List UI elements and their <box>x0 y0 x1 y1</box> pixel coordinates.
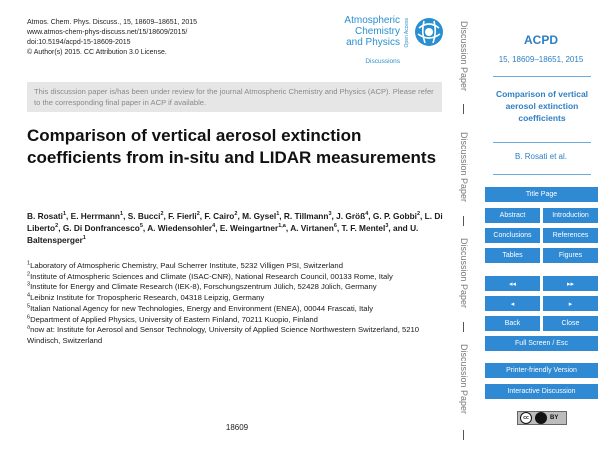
author-affiliation-mark: 6 <box>333 223 337 230</box>
sidebar-divider <box>493 142 591 143</box>
affiliation-list <box>27 261 445 347</box>
next-page-button[interactable]: ▸ <box>543 296 598 311</box>
author <box>204 211 237 221</box>
strip-label: Discussion Paper <box>459 343 469 415</box>
affiliation <box>27 272 445 283</box>
first-page-button[interactable]: ◂◂ <box>485 276 540 291</box>
tables-button[interactable]: Tables <box>485 248 540 263</box>
affiliation-text: Department of Applied Physics, University of Eastern Finland, 70211 Kuopio, Finland <box>30 314 318 324</box>
strip-label: Discussion Paper <box>459 21 469 92</box>
affiliation-mark: 3 <box>27 281 31 288</box>
sidebar-title: Comparison of vertical aerosol extinction coefficients <box>495 89 589 123</box>
strip-separator <box>463 430 464 440</box>
affiliation-mark: a <box>27 324 31 331</box>
references-button[interactable]: References <box>543 228 598 243</box>
affiliation <box>27 304 445 315</box>
logo-sub: Discussions <box>365 58 400 65</box>
author-name: R. Tillmann <box>283 211 329 221</box>
author-name: F. Cairo <box>204 211 235 221</box>
last-page-button[interactable]: ▸▸ <box>543 276 598 291</box>
fullscreen-button[interactable]: Full Screen / Esc <box>485 336 598 351</box>
cc-by-text: BY <box>550 415 559 421</box>
strip-separator <box>463 322 464 332</box>
title-page-button[interactable]: Title Page <box>485 187 598 202</box>
discussion-paper-strip <box>451 0 477 451</box>
affiliation-text: Leibniz Institute for Tropospheric Research, 04318 Leipzig, Germany <box>30 293 265 303</box>
prev-page-button[interactable]: ◂ <box>485 296 540 311</box>
journal-logo <box>318 12 446 68</box>
author-name: S. Bucci <box>127 211 161 221</box>
author-affiliation-mark: 4 <box>212 223 216 230</box>
cc-license-badge[interactable] <box>517 411 567 425</box>
author-name: F. Fierli <box>168 211 197 221</box>
author <box>290 223 337 233</box>
figures-button[interactable]: Figures <box>543 248 598 263</box>
author-name: U. Baltensperger <box>27 223 419 245</box>
introduction-button[interactable]: Introduction <box>543 208 598 223</box>
author-affiliation-mark: 1 <box>82 235 86 242</box>
author <box>168 211 200 221</box>
author <box>284 211 332 221</box>
author-affiliation-mark: 2 <box>416 211 421 218</box>
logo-line-1: Atmospheric <box>344 15 400 26</box>
author-list: B. Rosati$^1$, E. Herrmann$^1$, S. Bucci$^2$, F. Fierli$^2$, F. Cairo$^2$, M. Gysel$^1$, R. Tillmann$^3$, J. Größ$^4$, G. P. Gobbi$^2$, L. Di Liberto$^2$, G. Di Donfrancesco$^5$, A. Wiedensohler$^4$, E. Weingartner$^{1,a}$, A. Virtanen$^6$, T. F. Mentel$^3$, and U. Baltensperger$^1$ <box>27 211 443 245</box>
author-name: A. Wiedensohler <box>147 223 213 233</box>
affiliation-text: Institute of Atmospheric Sciences and Climate (ISAC-CNR), National Research Council, 00133 Rome, Italy <box>30 271 393 281</box>
author <box>342 223 389 233</box>
author-affiliation-mark: 2 <box>234 211 238 218</box>
author-affiliation-mark: 2 <box>55 223 59 230</box>
affiliation-text: Institute for Energy and Climate Research (IEK-8), Forschungszentrum Jülich, 52428 Jülich, Germany <box>30 282 377 292</box>
author-affiliation-mark: 2 <box>196 211 200 218</box>
affiliation-mark: 6 <box>27 313 31 320</box>
conclusions-button[interactable]: Conclusions <box>485 228 540 243</box>
author <box>336 211 368 221</box>
author-name: G. P. Gobbi <box>372 211 417 221</box>
author-affiliation-mark: 4 <box>365 211 369 218</box>
author-affiliation-mark: 1 <box>276 211 280 218</box>
citation: Atmos. Chem. Phys. Discuss., 15, 18609–18651, 2015 <box>27 19 198 26</box>
author-name: T. F. Mentel <box>341 223 386 233</box>
author <box>71 211 123 221</box>
strip-label: Discussion Paper <box>459 237 469 309</box>
open-access-label: Open Access <box>404 18 410 48</box>
license: © Author(s) 2015. CC Attribution 3.0 License. <box>27 49 167 56</box>
affiliation-text: Italian National Agency for new Technologies, Energy and Environment (ENEA), 00044 Frascati, Italy <box>30 303 374 313</box>
affiliation-mark: 4 <box>27 292 31 299</box>
strip-label: Discussion Paper <box>459 131 469 203</box>
affiliation <box>27 315 445 326</box>
author-name: J. Größ <box>336 211 366 221</box>
strip-separator <box>463 104 464 114</box>
author-affiliation-mark: 1,a <box>278 223 286 230</box>
sidebar-divider <box>493 174 591 175</box>
affiliation <box>27 325 445 346</box>
paper-title: Comparison of vertical aerosol extinction coefficients from in-situ and LIDAR measurements <box>27 126 437 167</box>
author-affiliation-mark: 2 <box>160 211 164 218</box>
affiliation-text: Laboratory of Atmospheric Chemistry, Paul Scherrer Institute, 5232 Villigen PSI, Switzerland <box>30 261 343 270</box>
affiliation-text: now at: Institute for Aerosol and Sensor Technology, University of Applied Science Northwestern Switzerland, 5210 Windisch, Switzerland <box>27 325 420 345</box>
author-name: M. Gysel <box>242 211 277 221</box>
sidebar-journal: ACPD <box>523 33 558 47</box>
logo-line-2: Chemistry <box>354 26 400 37</box>
author <box>242 211 279 221</box>
back-button[interactable]: Back <box>485 316 540 331</box>
author <box>147 223 215 233</box>
affiliation <box>27 261 445 272</box>
journal-info <box>27 18 197 58</box>
author-name: E. Herrmann <box>70 211 120 221</box>
logo-line-3: and Physics <box>346 37 400 48</box>
affiliation <box>27 293 445 304</box>
author <box>63 223 143 233</box>
affiliation-mark: 1 <box>27 260 31 267</box>
close-button[interactable]: Close <box>543 316 598 331</box>
author-affiliation-mark: 1 <box>120 211 124 218</box>
printer-friendly-button[interactable]: Printer-friendly Version <box>485 363 598 378</box>
article-url[interactable]: www.atmos-chem-phys-discuss.net/15/18609/2015/ <box>27 29 188 36</box>
review-notice: This discussion paper is/has been under review for the journal Atmospheric Chemistry and Physics (ACP). Please refer to the corresponding final paper in ACP if available. <box>27 82 442 112</box>
sidebar <box>477 0 612 451</box>
author <box>373 211 420 221</box>
author-name: A. Virtanen <box>290 223 334 233</box>
author-affiliation-mark: 1 <box>62 211 67 218</box>
author-affiliation-mark: 3 <box>385 223 389 230</box>
abstract-button[interactable]: Abstract <box>485 208 540 223</box>
person-icon <box>535 412 547 424</box>
globe-icon <box>413 16 445 48</box>
logo-title <box>318 15 400 48</box>
affiliation <box>27 282 445 293</box>
sidebar-reference: 15, 18609–18651, 2015 <box>498 55 584 64</box>
author-name: G. Di Donfrancesco <box>62 223 140 233</box>
author-affiliation-mark: 5 <box>139 223 143 230</box>
cc-icon: cc <box>520 412 532 424</box>
affiliation-mark: 5 <box>27 303 31 310</box>
strip-separator <box>463 216 464 226</box>
sidebar-authors: B. Rosati et al. <box>514 152 568 161</box>
author <box>27 211 66 221</box>
author-name: B. Rosati <box>27 211 63 221</box>
page-number: 18609 <box>225 423 249 432</box>
sidebar-divider <box>493 76 591 77</box>
doi[interactable]: doi:10.5194/acpd-15-18609-2015 <box>27 39 131 46</box>
author <box>220 223 286 233</box>
author-name: L. Di Liberto <box>27 211 443 233</box>
interactive-discussion-button[interactable]: Interactive Discussion <box>485 384 598 399</box>
author <box>128 211 164 221</box>
author-name: E. Weingartner <box>219 223 279 233</box>
affiliation-mark: 2 <box>27 271 31 278</box>
author-affiliation-mark: 3 <box>328 211 332 218</box>
